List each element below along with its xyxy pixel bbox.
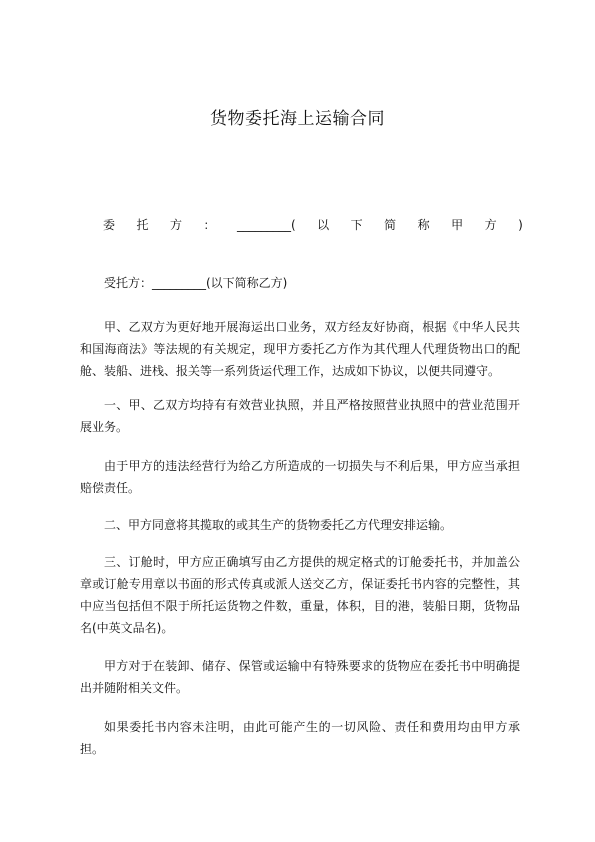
party-b-line: 受托方：_________(以下简称乙方) <box>104 276 288 290</box>
paragraph-clause-3: 三、订舱时，甲方应正确填写由乙方提供的规定格式的订舱委托书，并加盖公章或订舱专用章以书面的形式传真或派人送交乙方，保证委托书内容的完整性，其中应当包括但不限于所托运货物之件数，重量，体积，目的港，装船日期，货物品名(中英文品名)。 <box>80 555 520 635</box>
paragraph-clause-1-liability: 由于甲方的违法经营行为给乙方所造成的一切损失与不利后果，甲方应当承担赔偿责任。 <box>80 459 520 495</box>
party-a-char: 称 <box>417 218 430 232</box>
party-a-char: ) <box>518 218 523 232</box>
party-a-line <box>103 216 523 233</box>
paragraph-clause-3-special: 甲方对于在装卸、储存、保管或运输中有特殊要求的货物应在委托书中明确提出并随附相关文件。 <box>80 659 520 695</box>
paragraph-clause-3-risk: 如果委托书内容未注明，由此可能产生的一切风险、责任和费用均由甲方承担。 <box>80 720 520 756</box>
paragraph-clause-1: 一、甲、乙双方均持有有效营业执照，并且严格按照营业执照中的营业范围开展业务。 <box>80 398 520 434</box>
party-a-char: 以 <box>317 218 330 232</box>
party-a-char: 方 <box>170 218 183 232</box>
paragraph-clause-2: 二、甲方同意将其揽取的或其生产的货物委托乙方代理安排运输。 <box>104 518 453 532</box>
party-a-char: 简 <box>384 218 397 232</box>
party-a-blank: _________( <box>237 218 296 232</box>
paragraph-preamble: 甲、乙双方为更好地开展海运出口业务，双方经友好协商，根据《中华人民共和国海商法》等法规的有关规定，现甲方委托乙方作为其代理人代理货物出口的配舱、装船、进栈、报关等一系列货运代理工作，达成如下协议，以便共同遵守。 <box>80 320 520 378</box>
document-title: 货物委托海上运输合同 <box>210 109 385 129</box>
party-a-char: 托 <box>136 218 149 232</box>
party-a-char: ： <box>203 218 216 232</box>
party-a-char: 委 <box>103 218 116 232</box>
party-a-char: 下 <box>350 218 363 232</box>
party-a-char: 方 <box>484 218 497 232</box>
party-a-char: 甲 <box>451 218 464 232</box>
